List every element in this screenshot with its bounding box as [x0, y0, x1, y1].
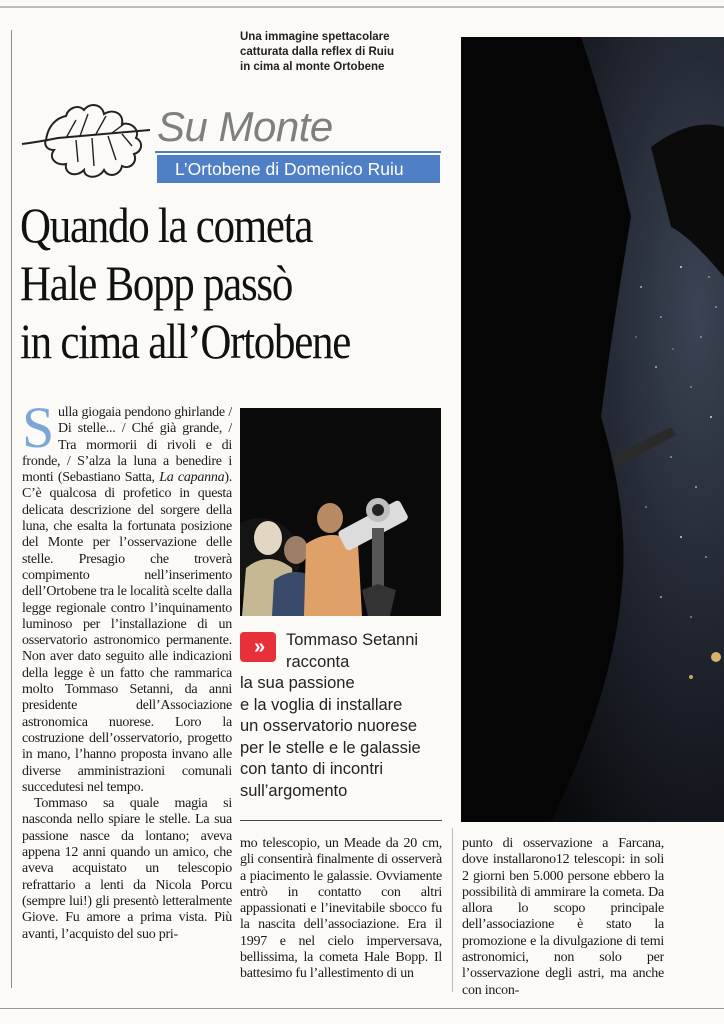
pull-line: racconta — [286, 652, 350, 671]
caption-line: catturata dalla reflex di Ruiu — [240, 46, 395, 58]
column-rule — [452, 828, 453, 992]
pull-line: per le stelle e le galassie — [240, 738, 421, 757]
photo-caption — [240, 30, 450, 75]
pull-line: la sua passione — [240, 674, 355, 692]
byline-banner: L’Ortobene di Domenico Ruiu — [157, 155, 440, 183]
caption-line: Una immagine spettacolare — [240, 31, 390, 43]
column-rule — [11, 30, 12, 988]
body-paragraph: Tommaso sa quale magia si nasconda nello spiare le stelle. La sua passione nasce da lontano; aveva appena 12 anni quando un amico, che aveva acquistato un telescopio refrattario a lenti da Nicola Porcu (sempre lui!) gli presentò letteralmente Giove. Fu amore a prima vista. Più avanti, l’acquisto del suo pri- — [22, 796, 232, 942]
headline-line: Quando la cometa — [20, 197, 313, 253]
poem-title: La capanna — [159, 470, 225, 486]
night-sky-photo — [461, 37, 724, 822]
rubric-title: Su Monte — [157, 103, 333, 150]
headline-line: Hale Bopp passò — [20, 255, 293, 311]
headline — [20, 196, 390, 370]
oak-leaf-icon — [18, 100, 152, 182]
rubric-divider — [155, 151, 441, 153]
drop-cap: S — [22, 405, 55, 460]
pull-line: Tommaso Setanni — [286, 631, 419, 649]
headline-line: in cima all’Ortobene — [20, 313, 351, 369]
body-text: ). C’è qualcosa di profetico in questa delicata descrizione del sorgere della luna, che esalta la fortunata posizione del Monte per l’osservazione delle stelle. Presagio che troverà compimento nell’inserimento dell’Ortobene tra le località scelte dalla legge regionale contro l’inquinamento luminoso per l’installazione di un osservatorio astronomico permanente. Non aver dato seguito alle indicazioni della legge è un fatto che rammarica molto Tommaso Setanni, da anni presidente dell’Associazione astronomica nuorese. Loro la costruzione dell’osservatorio, progetto in mano, l’hanno proposta invano alle diverse amministrazioni comunali succedutesi nel tempo. — [22, 470, 232, 795]
pull-line: con tanto di incontri — [240, 760, 384, 778]
telescope-photo — [240, 408, 441, 616]
pull-line: e la voglia di installare — [240, 695, 403, 714]
body-column-2: mo telescopio, un Meade da 20 cm, gli consentirà finalmente di osserverà a piacimento le galassie. Ovviamente entrò in contatto con altri appassionati e l’inevitabile sbocco fu la nascita dell’associazione. Era il 1997 e nel cielo imperversava, bellissima, la cometa Hale Bopp. Il battesimo fu l’allestimento di un — [240, 836, 442, 982]
body-column-3: punto di osservazione a Farcana, dove installarono12 telescopi: in soli 2 giorni ben 5.000 persone ebbero la possibilità di ammirare la cometa. Da allora lo scopo principale dell’associazione è stato la promozione e la divulgazione di temi astronomici, non solo per l’osservazione degli astri, ma anche con incon- — [462, 836, 664, 996]
pull-line: un osservatorio nuorese — [240, 717, 418, 735]
double-chevron-icon: » — [240, 632, 276, 662]
pull-quote-rule — [240, 820, 442, 821]
body-column-1 — [22, 405, 232, 995]
body-text: ulla giogaia pendono ghirlande / Di stelle... / Ché già grande, / Tra mormorii di rivoli e di fronde, / S’alza la luna a benedire i monti (Sebastiano Satta, — [22, 405, 232, 486]
bottom-rule — [0, 1008, 724, 1009]
pull-quote — [240, 630, 442, 802]
pull-line: sull’argomento — [240, 781, 348, 800]
caption-line: in cima al monte Ortobene — [240, 61, 385, 73]
top-rule — [0, 6, 724, 8]
